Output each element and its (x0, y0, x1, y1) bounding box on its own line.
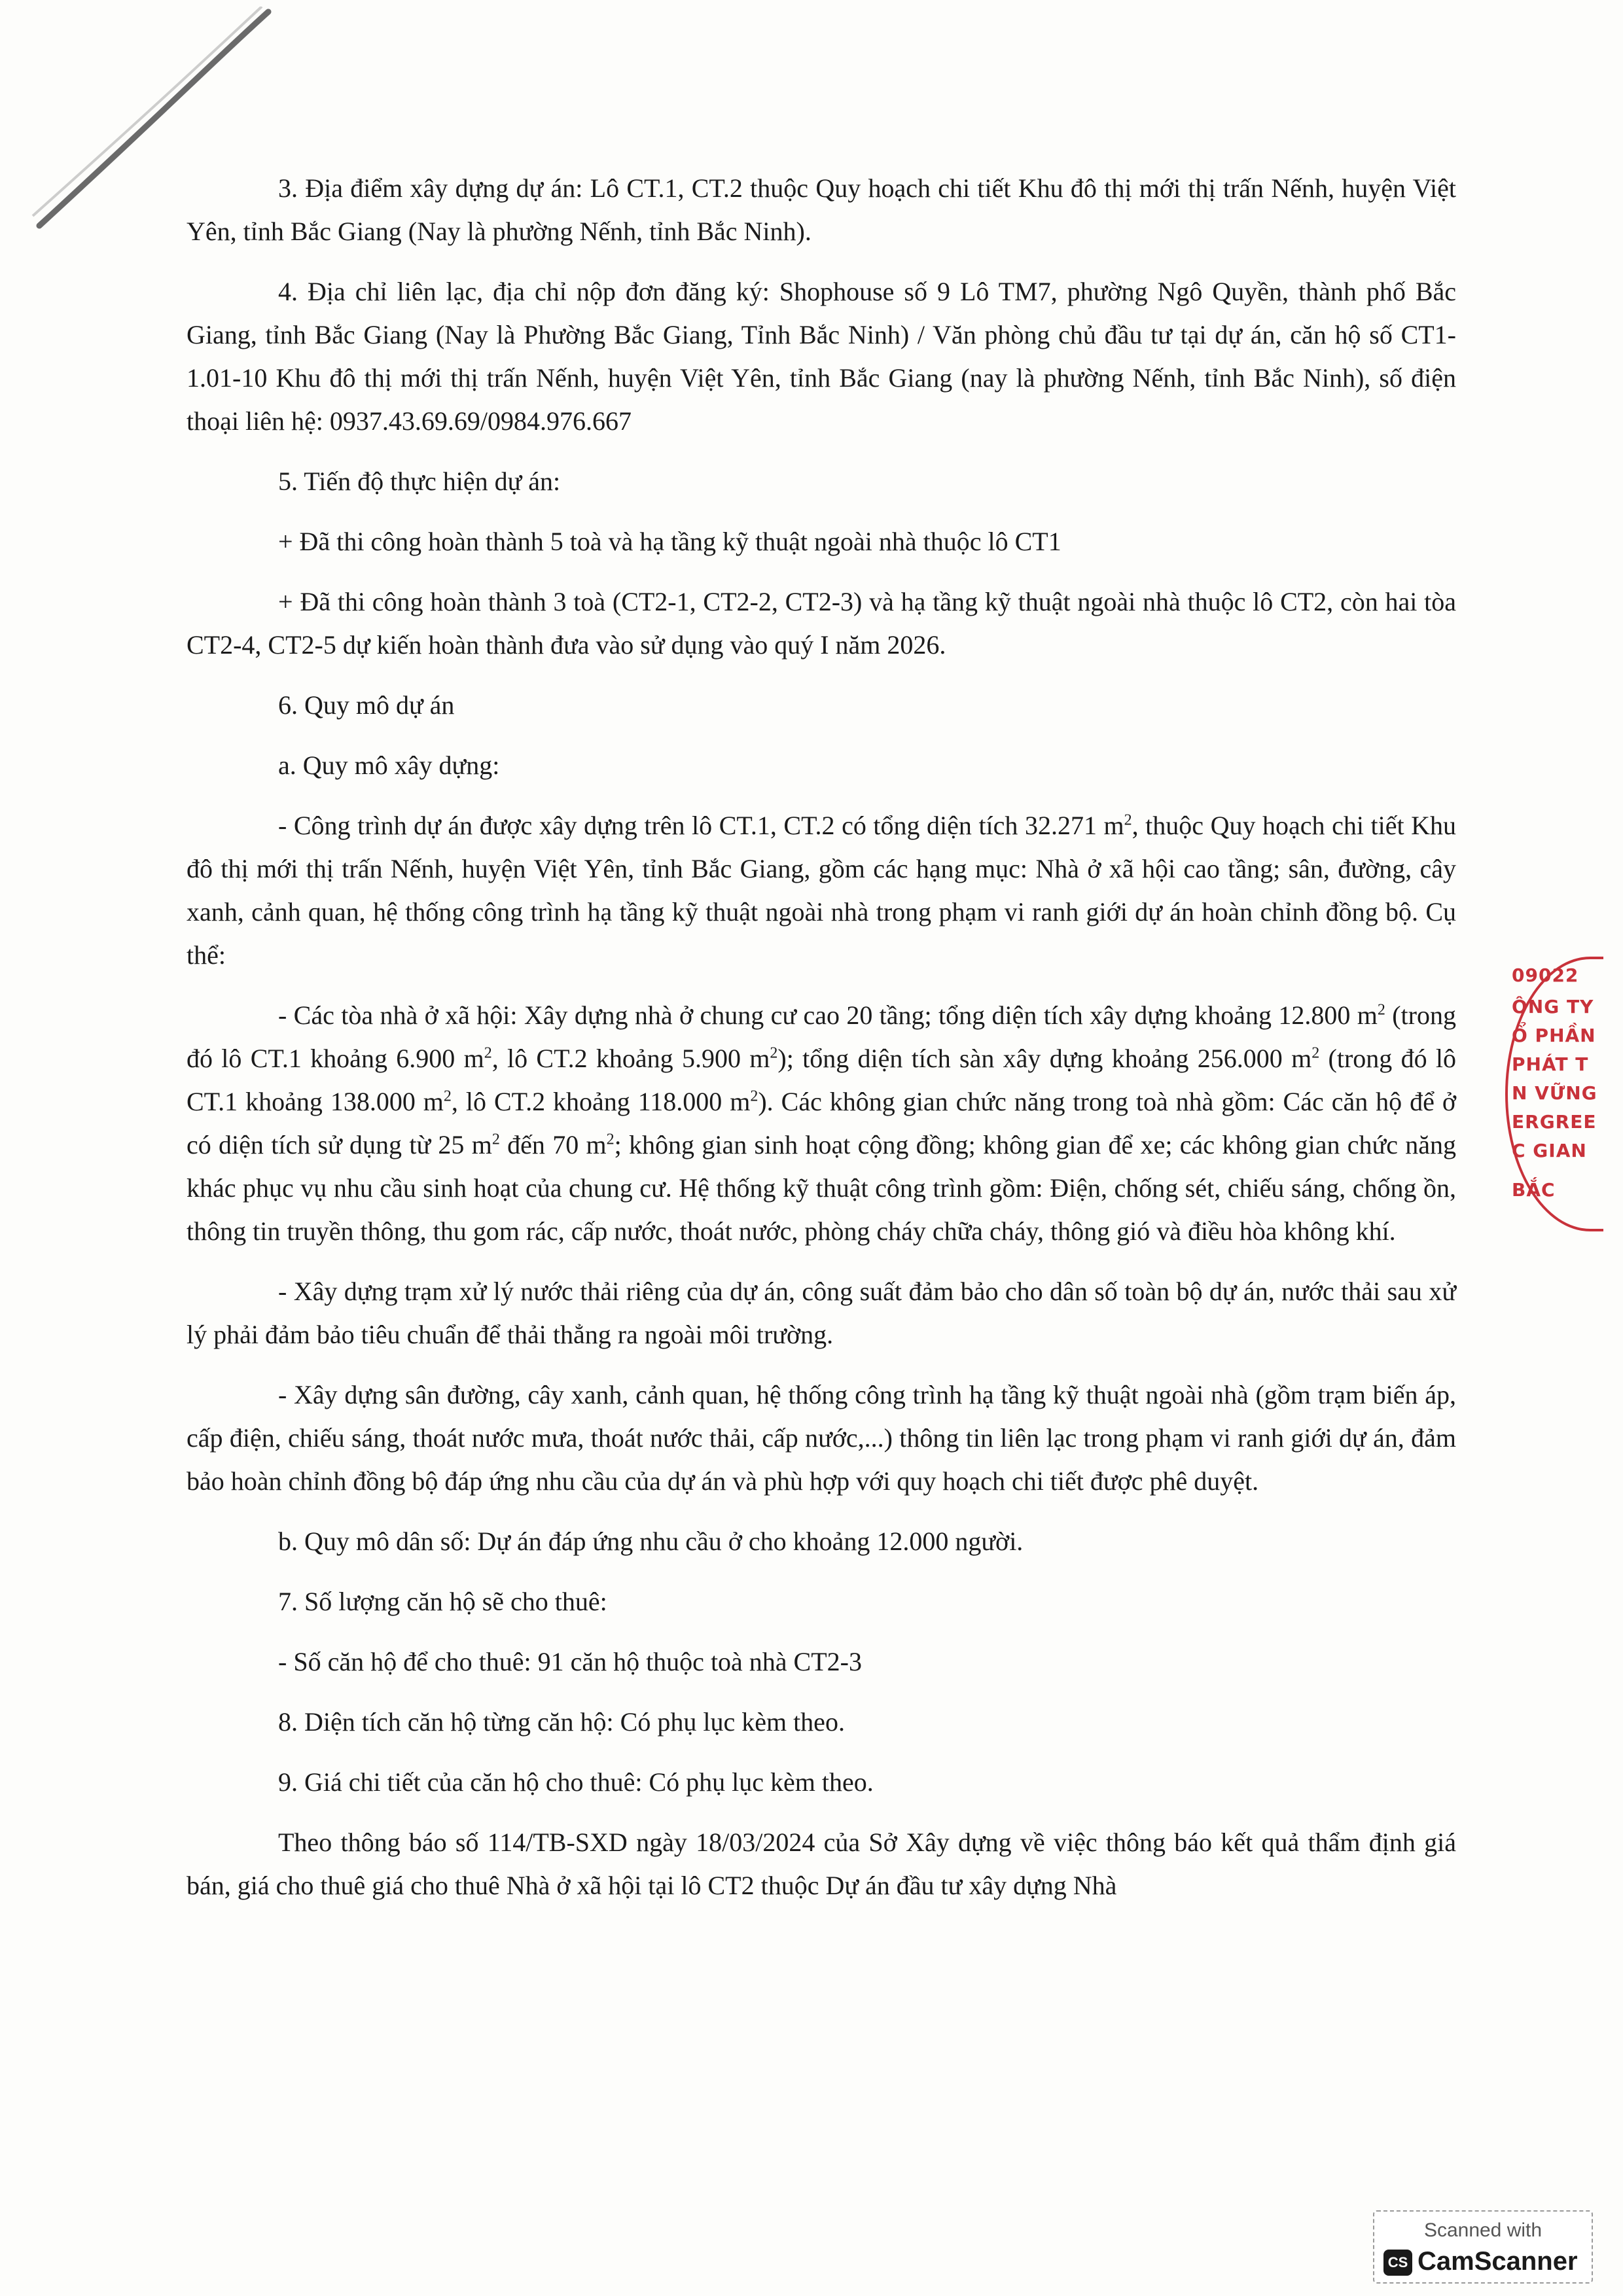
stamp-line: Ổ PHẦN (1512, 1025, 1596, 1046)
stamp-line: ERGREE (1512, 1111, 1597, 1133)
population-scale: b. Quy mô dân số: Dự án đáp ứng nhu cầu ở cho khoảng 12.000 người. (278, 1527, 1024, 1556)
wastewater-treatment: - Xây dựng trạm xử lý nước thải riêng của dự án, công suất đảm bảo cho dân số toàn bộ dự án, nước thải sau xử lý phải đảm bảo tiêu chuẩn để thải thẳng ra ngoài môi trường. (187, 1277, 1456, 1349)
document-body (187, 167, 1456, 1924)
progress-item-ct1: + Đã thi công hoàn thành 5 toà và hạ tầng kỹ thuật ngoài nhà thuộc lô CT1 (278, 527, 1061, 556)
paragraph-4-contact-address: 4. Địa chỉ liên lạc, địa chỉ nộp đơn đăng ký: Shophouse số 9 Lô TM7, phường Ngô Quyền, thành phố Bắc Giang, tỉnh Bắc Giang (Nay là Phường Bắc Giang, Tỉnh Bắc Ninh) / Văn phòng chủ đầu tư tại dự án, căn hộ số CT1-1.01-10 Khu đô thị mới thị trấn Nếnh, huyện Việt Yên, tỉnh Bắc Giang (nay là phường Nếnh, tỉnh Bắc Ninh), số điện thoại liên hệ: 0937.43.69.69/0984.976.667 (187, 277, 1456, 436)
scanned-with-caption: Scanned with (1423, 2219, 1543, 2241)
construction-scale-heading: a. Quy mô xây dựng: (278, 751, 500, 780)
social-housing-buildings: - Các tòa nhà ở xã hội: Xây dựng nhà ở chung cư cao 20 tầng; tổng diện tích xây dựng khoảng 12.800 $m^2$ (trong đó lô CT.1 khoảng 6.900 $m^2$, lô CT.2 khoảng 5.900 $m^2$); tổng diện tích sàn xây dựng khoảng 256.000 $m^2$ (trong đó lô CT.1 khoảng 138.000 $m^2$, lô CT.2 khoảng 118.000 $m^2$). Các không gian chức năng trong toà nhà gồm: Các căn hộ để ở có diện tích sử dụng từ 25 $m^2$ đến 70 $m^2$; không gian sinh hoạt cộng đồng; không gian để xe; các không gian chức năng khác phục vụ nhu cầu sinh hoạt của chung cư. Hệ thống kỹ thuật công trình gồm: Điện, chống sét, chiếu sáng, chống ồn, thông tin truyền thông, thu gom rác, cấp nước, thoát nước, phòng cháy chữa cháy, thông gió và điều hòa không khí. (187, 1000, 1457, 1246)
paragraph-9-rental-price: 9. Giá chi tiết của căn hộ cho thuê: Có phụ lục kèm theo. (278, 1767, 874, 1797)
stamp-line: BẮC (1512, 1179, 1556, 1201)
stamp-line: C GIAN (1512, 1140, 1587, 1161)
camscanner-logo-icon: CS (1383, 2250, 1412, 2276)
stamp-line: N VỮNG (1512, 1082, 1597, 1104)
paragraph-3-location: 3. Địa điểm xây dựng dự án: Lô CT.1, CT.2 thuộc Quy hoạch chi tiết Khu đô thị mới thị trấn Nếnh, huyện Việt Yên, tỉnh Bắc Giang (Nay là phường Nếnh, tỉnh Bắc Ninh). (187, 173, 1456, 246)
rental-apartment-count: - Số căn hộ để cho thuê: 91 căn hộ thuộc toà nhà CT2-3 (278, 1647, 862, 1676)
construction-site-description: - Công trình dự án được xây dựng trên lô CT.1, CT.2 có tổng diện tích 32.271 $m^2$, thuộc Quy hoạch chi tiết Khu đô thị mới thị trấn Nếnh, huyện Việt Yên, tỉnh Bắc Giang, gồm các hạng mục: Nhà ở xã hội cao tầng; sân, đường, cây xanh, cảnh quan, hệ thống công trình hạ tầng kỹ thuật ngoài nhà trong phạm vi ranh giới dự án hoàn chỉnh đồng bộ. Cụ thể: (187, 811, 1456, 970)
company-seal-stamp (1505, 957, 1603, 1231)
camscanner-watermark (1373, 2210, 1593, 2284)
progress-item-ct2: + Đã thi công hoàn thành 3 toà (CT2-1, CT2-2, CT2-3) và hạ tầng kỹ thuật ngoài nhà thuộc lô CT2, còn hai tòa CT2-4, CT2-5 dự kiến hoàn thành đưa vào sử dụng vào quý I năm 2026. (187, 587, 1456, 660)
paragraph-8-apartment-area: 8. Diện tích căn hộ từng căn hộ: Có phụ lục kèm theo. (278, 1707, 845, 1737)
stamp-line: ÔNG TY (1512, 996, 1594, 1017)
infrastructure-construction: - Xây dựng sân đường, cây xanh, cảnh quan, hệ thống công trình hạ tầng kỹ thuật ngoài nhà (gồm trạm biến áp, cấp điện, chiếu sáng, thoát nước mưa, thoát nước thải, cấp nước,...) thông tin liên lạc trong phạm vi ranh giới dự án, đảm bảo hoàn chỉnh đồng bộ đáp ứng nhu cầu của dự án và phù hợp với quy hoạch chi tiết được phê duyệt. (187, 1380, 1456, 1496)
stamp-line: 09022 (1512, 964, 1579, 986)
paragraph-7-rental-count-heading: 7. Số lượng căn hộ sẽ cho thuê: (278, 1587, 607, 1616)
paragraph-5-progress-heading: 5. Tiến độ thực hiện dự án: (278, 467, 561, 496)
stamp-line: PHÁT T (1512, 1053, 1589, 1075)
paragraph-6-scale-heading: 6. Quy mô dự án (278, 690, 455, 720)
camscanner-brand: CamScanner (1418, 2247, 1578, 2276)
notice-reference: Theo thông báo số 114/TB-SXD ngày 18/03/2024 của Sở Xây dựng về việc thông báo kết quả thẩm định giá bán, giá cho thuê giá cho thuê Nhà ở xã hội tại lô CT2 thuộc Dự án đầu tư xây dựng Nhà (187, 1828, 1456, 1900)
